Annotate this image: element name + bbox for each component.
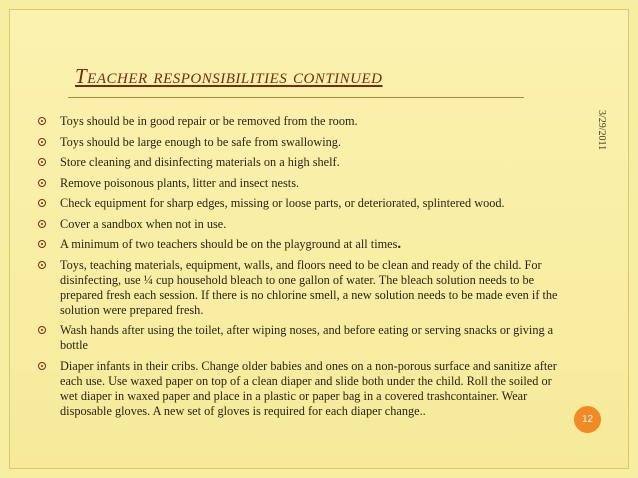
list-item (38, 196, 558, 211)
list-item (38, 114, 558, 129)
list-item (38, 258, 558, 318)
bullet-icon (38, 261, 46, 269)
bullet-text: Toys, teaching materials, equipment, walls, and floors need to be clean and ready of the child. For disinfecting, use ¼ cup household bleach to one gallon of water. The bleach solution needs to be prepared fresh each session. If there is no chlorine smell, a new solution needs to be made even if the solution were prepared fresh. (60, 257, 558, 317)
bullet-text: Check equipment for sharp edges, missing or loose parts, or deteriorated, splintered wood. (60, 196, 505, 210)
bullet-icon (38, 362, 46, 370)
slide-title: Teacher responsibilities continued (75, 64, 383, 88)
title-underline-rule (68, 97, 524, 98)
list-item (38, 155, 558, 170)
bullet-text: Toys should be large enough to be safe from swallowing. (60, 134, 342, 149)
bullet-text: Wash hands after using the toilet, after wiping noses, and before eating or serving snacks or giving a bottle (60, 323, 554, 352)
bullet-icon (38, 240, 46, 248)
bullet-icon (38, 179, 46, 187)
bullet-icon (38, 199, 46, 207)
bullet-text: A minimum of two teachers should be on the playground at all times (60, 237, 398, 251)
bullet-text: Diaper infants in their cribs. Change older babies and ones on a non-porous surface and sanitize after each use. Use waxed paper on top of a clean diaper and slide both under the child. Roll the soiled or wet diaper in waxed paper and place in a plastic or paper bag in a covered trashcontainer. Wear disposable gloves. A new set of gloves is required for each diaper change.. (60, 358, 557, 418)
bullet-icon (38, 117, 46, 125)
list-item (38, 237, 558, 252)
bullet-text: Cover a sandbox when not in use. (60, 216, 227, 231)
list-item (38, 217, 558, 232)
bullet-text: Remove poisonous plants, litter and insect nests. (60, 175, 300, 190)
list-item (38, 323, 558, 353)
list-item (38, 359, 558, 419)
list-item (38, 176, 558, 191)
bullet-icon (38, 220, 46, 228)
bullet-trailing-period: . (397, 236, 402, 252)
bullet-text: Toys should be in good repair or be removed from the room. (60, 114, 358, 128)
page-number-badge (574, 406, 601, 433)
list-item (38, 135, 558, 150)
page-number: 12 (581, 414, 594, 425)
bullet-list (38, 114, 558, 424)
slide-date: 3/29/2011 (596, 110, 607, 151)
bullet-text: Store cleaning and disinfecting materials on a high shelf. (60, 155, 340, 169)
bullet-icon (38, 158, 46, 166)
bullet-icon (38, 326, 46, 334)
bullet-icon (38, 138, 46, 146)
